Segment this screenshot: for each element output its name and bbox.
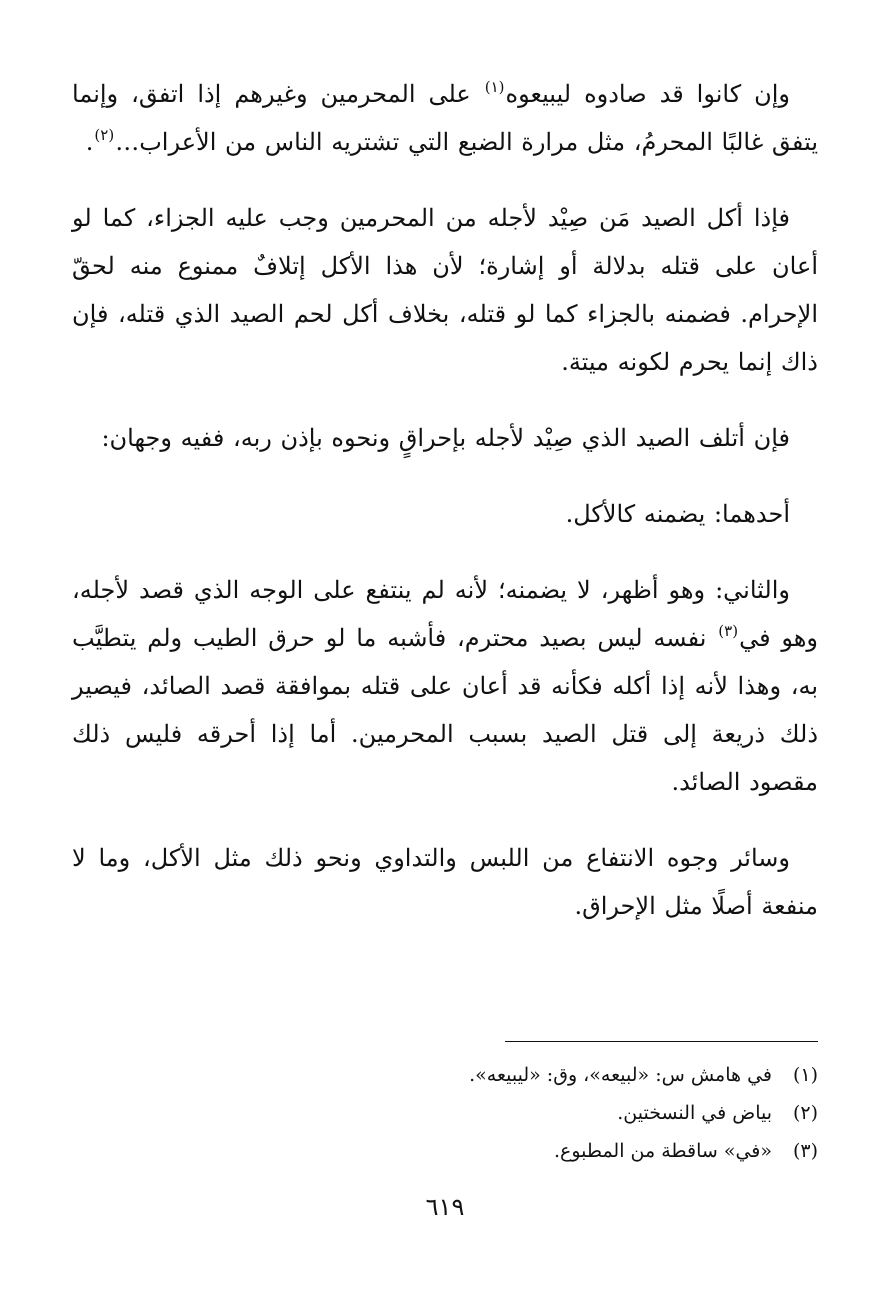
- footnote-text: في هامش س: «لبيعه»، وق: «ليبيعه».: [469, 1064, 772, 1086]
- footnote-divider: [505, 1041, 818, 1042]
- paragraph-5-text-before: والثاني: وهو أظهر، لا يضمنه؛ لأنه لم ينتفع على الوجه الذي قصد لأجله، وهو في: [72, 576, 818, 652]
- footnote-ref-3[interactable]: (٣): [718, 622, 739, 640]
- paragraph-5: [72, 566, 818, 806]
- paragraph-1: [72, 70, 818, 166]
- footnote-text: «في» ساقطة من المطبوع.: [553, 1140, 772, 1162]
- paragraph-1-text-before: وإن كانوا قد صادوه ليبيعوه: [505, 80, 790, 108]
- footnote-ref-2[interactable]: (٢): [94, 126, 115, 144]
- paragraph-2: فإذا أكل الصيد مَن صِيْد لأجله من المحرمين وجب عليه الجزاء، كما لو أعان على قتله بدلالة أو إشارة؛ لأن هذا الأكل إتلافٌ ممنوع منه لحقّ الإحرام. فضمنه بالجزاء كما لو قتله، بخلاف أكل لحم الصيد الذي قتله، فإن ذاك إنما يحرم لكونه ميتة.: [72, 204, 818, 376]
- footnote-number: (٣): [792, 1140, 818, 1162]
- page-number: ٦١٩: [425, 1193, 465, 1221]
- paragraph-4: أحدهما: يضمنه كالأكل.: [565, 500, 790, 528]
- paragraph-5-text-after: نفسه ليس بصيد محترم، فأشبه ما لو حرق الطيب ولم يتطيَّب به، وهذا لأنه إذا أكله فكأنه قد أعان على قتله بموافقة قصد الصائد، فيصير ذلك ذريعة إلى قتل الصيد بسبب المحرمين. أما إذا أحرقه فليس ذلك مقصود الصائد.: [72, 624, 818, 796]
- footnote-number: (١): [792, 1064, 818, 1086]
- paragraph-3: فإن أتلف الصيد الذي صِيْد لأجله بإحراقٍ ونحوه بإذن ربه، ففيه وجهان:: [101, 424, 790, 452]
- footnotes-list: [72, 1056, 818, 1170]
- footnote-1: [72, 1056, 818, 1094]
- paragraph-6: وسائر وجوه الانتفاع من اللبس والتداوي ونحو ذلك مثل الأكل، وما لا منفعة أصلًا مثل الإحراق.: [72, 844, 818, 920]
- footnote-ref-1[interactable]: (١): [484, 78, 505, 96]
- footnote-2: [72, 1094, 818, 1132]
- footnote-text: بياض في النسختين.: [617, 1102, 772, 1124]
- paragraph-1-text-after: على المحرمين وغيرهم إذا اتفق، وإنما يتفق غالبًا المحرمُ، مثل مرارة الضبع التي تشتريه الناس من الأعراب…: [72, 80, 818, 156]
- footnote-3: [72, 1132, 818, 1170]
- paragraph-1-text-end: .: [85, 128, 94, 156]
- book-page: [72, 70, 818, 1250]
- footnote-number: (٢): [792, 1102, 818, 1124]
